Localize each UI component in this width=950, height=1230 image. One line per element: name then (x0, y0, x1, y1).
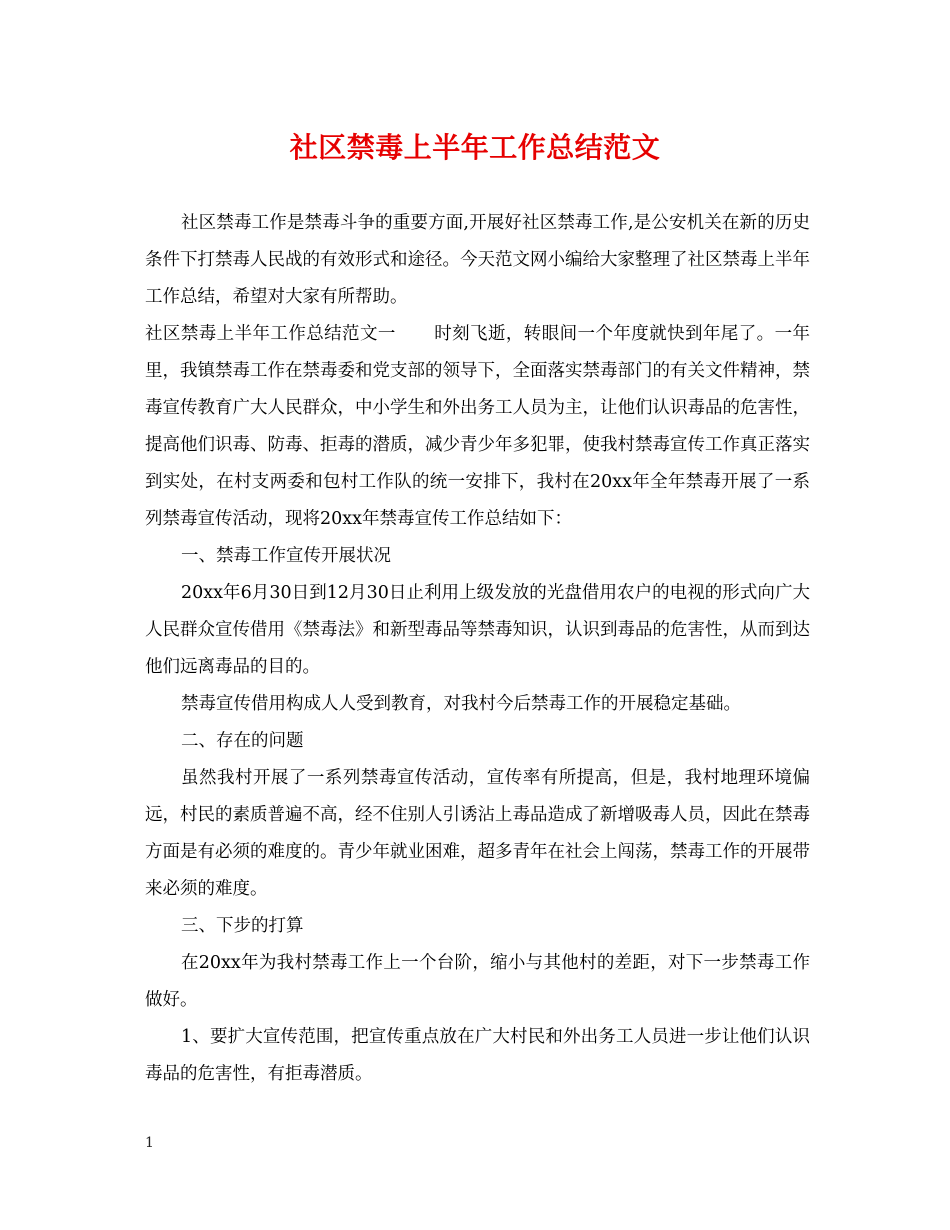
section1-paragraph-2: 禁毒宣传借用构成人人受到教育，对我村今后禁毒工作的开展稳定基础。 (181, 694, 741, 714)
section2-heading: 二、存在的问题 (181, 731, 304, 751)
section3-heading: 三、下步的打算 (181, 916, 304, 936)
page-title: 社区禁毒上半年工作总结范文 (289, 131, 661, 164)
section3-paragraph-1: 在20xx年为我村禁毒工作上一个台阶，缩小与其他村的差距，对下一步禁毒工作做好。 (145, 953, 810, 1010)
document-body (145, 205, 810, 1093)
section1-paragraph-1: 20xx年6月30日到12月30日止利用上级发放的光盘借用农户的电视的形式向广大人民群众宣传借用《禁毒法》和新型毒品等禁毒知识，认识到毒品的危害性，从而到达他们远离毒品的目的。 (145, 583, 810, 677)
page-number: 1 (145, 1135, 154, 1151)
sample-heading: 社区禁毒上半年工作总结范文一 (145, 324, 396, 344)
sample-paragraph (145, 316, 810, 538)
sample-opening: 时刻飞逝，转眼间一个年度就快到年尾了。一年里，我镇禁毒工作在禁毒委和党支部的领导下，全面落实禁毒部门的有关文件精神，禁毒宣传教育广大人民群众，中小学生和外出务工人员为主，让他们认识毒品的危害性，提高他们识毒、防毒、拒毒的潜质，减少青少年多犯罪，使我村禁毒宣传工作真正落实到实处，在村支两委和包村工作队的统一安排下，我村在20xx年全年禁毒开展了一系列禁毒宣传活动，现将20xx年禁毒宣传工作总结如下： (145, 324, 811, 529)
intro-paragraph: 社区禁毒工作是禁毒斗争的重要方面,开展好社区禁毒工作,是公安机关在新的历史条件下打禁毒人民战的有效形式和途径。今天范文网小编给大家整理了社区禁毒上半年工作总结，希望对大家有所帮助。 (145, 213, 810, 307)
section1-heading: 一、禁毒工作宣传开展状况 (181, 546, 391, 566)
section2-paragraph-1: 虽然我村开展了一系列禁毒宣传活动，宣传率有所提高，但是，我村地理环境偏远，村民的素质普遍不高，经不住别人引诱沾上毒品造成了新增吸毒人员，因此在禁毒方面是有必须的难度的。青少年就业困难，超多青年在社会上闯荡，禁毒工作的开展带来必须的难度。 (145, 768, 810, 899)
section3-paragraph-2: 1、要扩大宣传范围，把宣传重点放在广大村民和外出务工人员进一步让他们认识毒品的危害性，有拒毒潜质。 (145, 1027, 810, 1084)
